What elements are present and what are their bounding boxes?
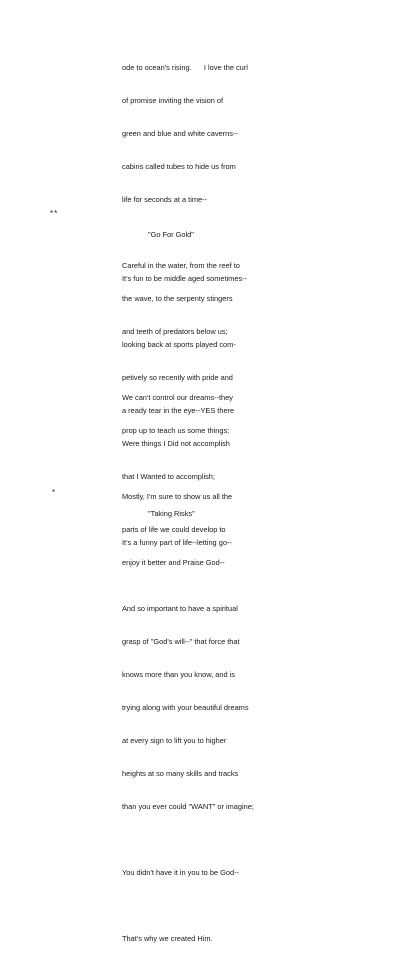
poem-line: green and blue and white caverns--: [122, 129, 238, 138]
poem-line: parts of life we could develop to: [122, 525, 226, 534]
poem-title: "Go For Gold": [148, 230, 194, 239]
poem-line: than you ever could "WANT" or imagine;: [122, 802, 254, 811]
poem-body-part-2: [122, 251, 254, 966]
stanza-break: [122, 900, 254, 911]
poem-line: at every sign to lift you to higher: [122, 736, 227, 745]
poem-title: "Taking Risks": [148, 509, 195, 518]
poem-line: and teeth of predators below us;: [122, 327, 228, 336]
poem-line: Mostly, I'm sure to show us all the: [122, 492, 233, 501]
section-marker: **: [50, 209, 59, 218]
poem-line: ode to ocean's rising. I love the curl: [122, 63, 248, 72]
poem-line: And so important to have a spiritual: [122, 604, 238, 613]
poem-line: grasp of "God's will--" that force that: [122, 637, 240, 646]
poem-line: prop up to teach us some things;: [122, 426, 230, 435]
poem-line: That's why we created Him.: [122, 934, 213, 943]
poem-line: enjoy it better and Praise God--: [122, 558, 225, 567]
poem-line: Were things I Did not accomplish: [122, 439, 230, 448]
poem-line: You didn't have it in you to be God--: [122, 868, 240, 877]
poem-line: of promise inviting the vision of: [122, 96, 224, 105]
poem-line: heights at so many skills and tracks: [122, 769, 239, 778]
poem-line: that I Wanted to accomplish;: [122, 472, 215, 481]
poem-line: It's fun to be middle aged sometimes--: [122, 274, 248, 283]
poem-line: a ready tear in the eye--YES there: [122, 406, 235, 415]
poem-line: knows more than you know, and is: [122, 670, 235, 679]
poem-line: Careful in the water, from the reef to: [122, 261, 240, 270]
poem-line: the wave, to the serpenty stingers: [122, 294, 233, 303]
poem-line: looking back at sports played com-: [122, 340, 236, 349]
poem-line: It's a funny part of life--letting go--: [122, 538, 232, 547]
poem-line: life for seconds at a time--: [122, 195, 208, 204]
poem-line: We can't control our dreams--they: [122, 393, 233, 402]
section-marker: *: [52, 488, 57, 497]
poem-line: trying along with your beautiful dreams: [122, 703, 249, 712]
stanza-break: [122, 570, 254, 581]
stanza-break: [122, 306, 254, 317]
stanza-break: [122, 834, 254, 845]
poem-line: cabins called tubes to hide us from: [122, 162, 236, 171]
poem-line: petively so recently with pride and: [122, 373, 233, 382]
